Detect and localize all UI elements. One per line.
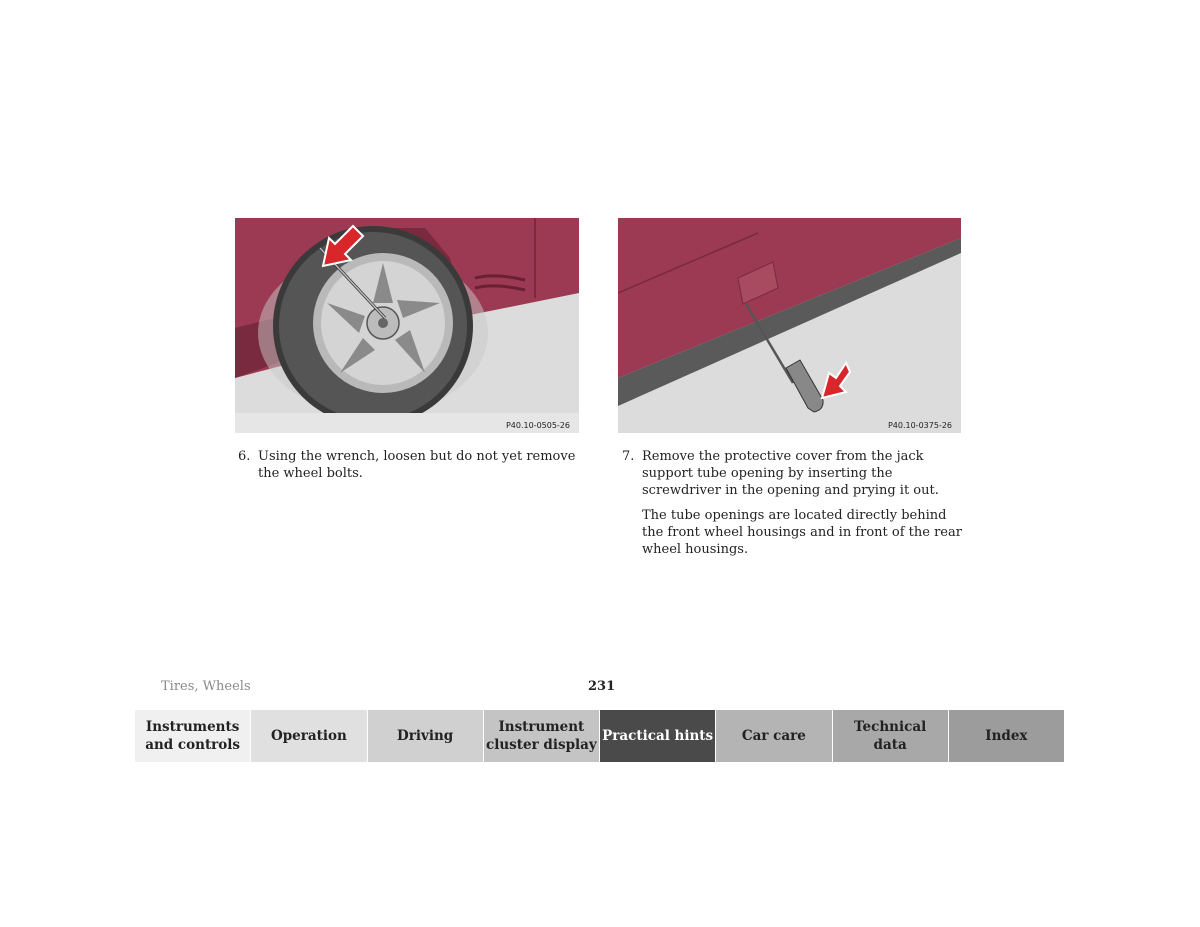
step-number: 6. xyxy=(238,449,251,464)
tab-label: Instrument cluster display xyxy=(486,719,597,753)
tab-practical-hints[interactable] xyxy=(600,710,716,762)
tab-label: Operation xyxy=(270,728,347,744)
tab-label: Technical data xyxy=(854,719,927,753)
wheel-wrench-drawing xyxy=(235,218,579,433)
tab-instruments-and-controls[interactable] xyxy=(135,710,251,762)
step-body xyxy=(258,448,583,490)
page-number: 231 xyxy=(588,679,616,694)
step-body xyxy=(642,448,967,566)
tab-label: Index xyxy=(985,728,1028,744)
jack-tube-illustration xyxy=(618,218,961,433)
tab-technical-data[interactable] xyxy=(833,710,949,762)
jack-tube-drawing xyxy=(618,218,961,433)
tab-car-care[interactable] xyxy=(716,710,832,762)
figure-code: P40.10-0375-26 xyxy=(887,421,952,430)
tab-driving[interactable] xyxy=(368,710,484,762)
tab-instrument-cluster-display[interactable] xyxy=(484,710,600,762)
step-note: The tube openings are located directly behind the front wheel housings and in front of the rear wheel housings. xyxy=(642,508,962,557)
tab-label: Driving xyxy=(397,728,454,744)
chapter-nav xyxy=(135,710,1064,762)
step-text: Remove the protective cover from the jack support tube opening by inserting the screwdriver in the opening and prying it out. xyxy=(642,449,939,498)
tab-label: Instruments and controls xyxy=(145,719,241,753)
tab-operation[interactable] xyxy=(251,710,367,762)
tab-label: Car care xyxy=(741,728,806,744)
figure-code: P40.10-0505-26 xyxy=(505,421,570,430)
tab-index[interactable] xyxy=(949,710,1064,762)
step-text: Using the wrench, loosen but do not yet remove the wheel bolts. xyxy=(258,449,576,481)
section-title: Tires, Wheels xyxy=(161,679,251,694)
wheel-wrench-illustration xyxy=(235,218,579,433)
step-number: 7. xyxy=(622,449,635,464)
tab-label: Practical hints xyxy=(602,728,714,744)
